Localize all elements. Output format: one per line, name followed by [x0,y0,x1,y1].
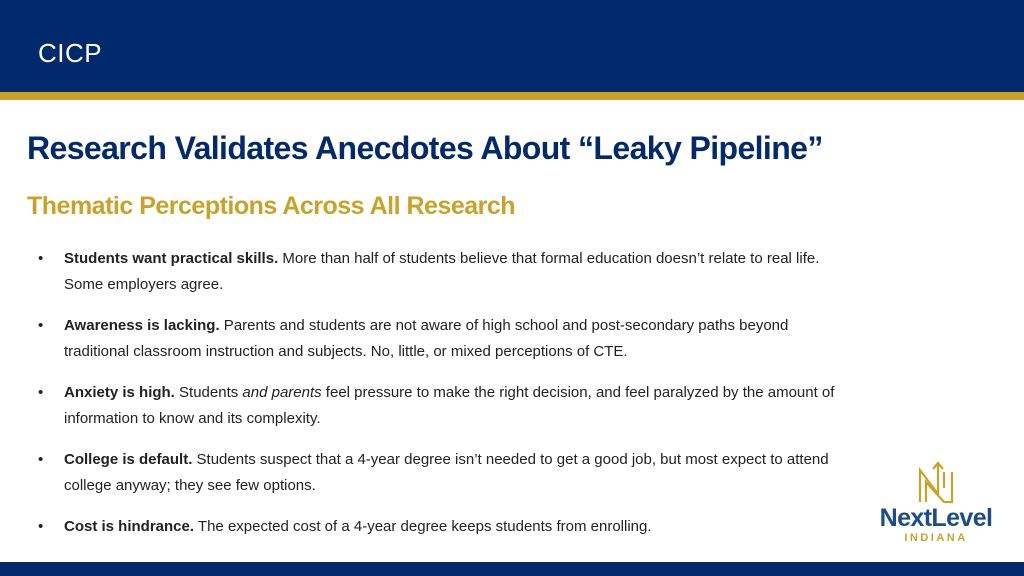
slide-title: Research Validates Anecdotes About “Leaky Pipeline” [27,130,823,166]
bullet-item [38,447,848,499]
bullet-text: Students [174,384,243,401]
header-bar [0,0,1024,92]
nextlevel-n-arrow-icon [916,458,956,504]
gold-divider [0,92,1024,100]
bullet-item [38,246,848,298]
bullet-dot: • [38,384,44,401]
footer-bar [0,562,1024,576]
bullet-lead: Anxiety is high. [64,384,175,401]
bullet-lead: Awareness is lacking. [64,317,220,334]
bullet-text: More than half of students believe that formal education doesn’t relate to real life. Some employers agree. [64,250,820,293]
bullet-lead: Cost is hindrance. [64,518,195,535]
bullet-lead: Students want practical skills. [64,250,279,267]
logo-subtext: INDIANA [904,532,968,544]
bullet-list [38,246,848,555]
slide-subtitle: Thematic Perceptions Across All Research [27,192,516,220]
header-title: CICP [38,38,103,68]
nextlevel-indiana-logo [868,458,1004,548]
bullet-text: feel pressure to make the right decision, and feel paralyzed by the amount of information to know and its complexity. [64,384,835,427]
bullet-item [38,380,848,432]
bullet-lead: College is default. [64,451,193,468]
bullet-text: Parents and students are not aware of high school and post-secondary paths beyond traditional classroom instruction and subjects. No, little, or mixed perceptions of CTE. [64,317,789,360]
bullet-item [38,313,848,365]
bullet-dot: • [38,317,44,334]
bullet-dot: • [38,518,44,535]
bullet-text: Students suspect that a 4-year degree isn’t needed to get a good job, but most expect to attend college anyway; they see few options. [64,451,829,494]
bullet-text: The expected cost of a 4-year degree keeps students from enrolling. [194,518,652,535]
bullet-dot: • [38,451,44,468]
logo-wordmark: NextLevel [879,504,993,532]
bullet-item [38,514,848,540]
bullet-emphasis: and parents [242,384,322,401]
bullet-dot: • [38,250,44,267]
